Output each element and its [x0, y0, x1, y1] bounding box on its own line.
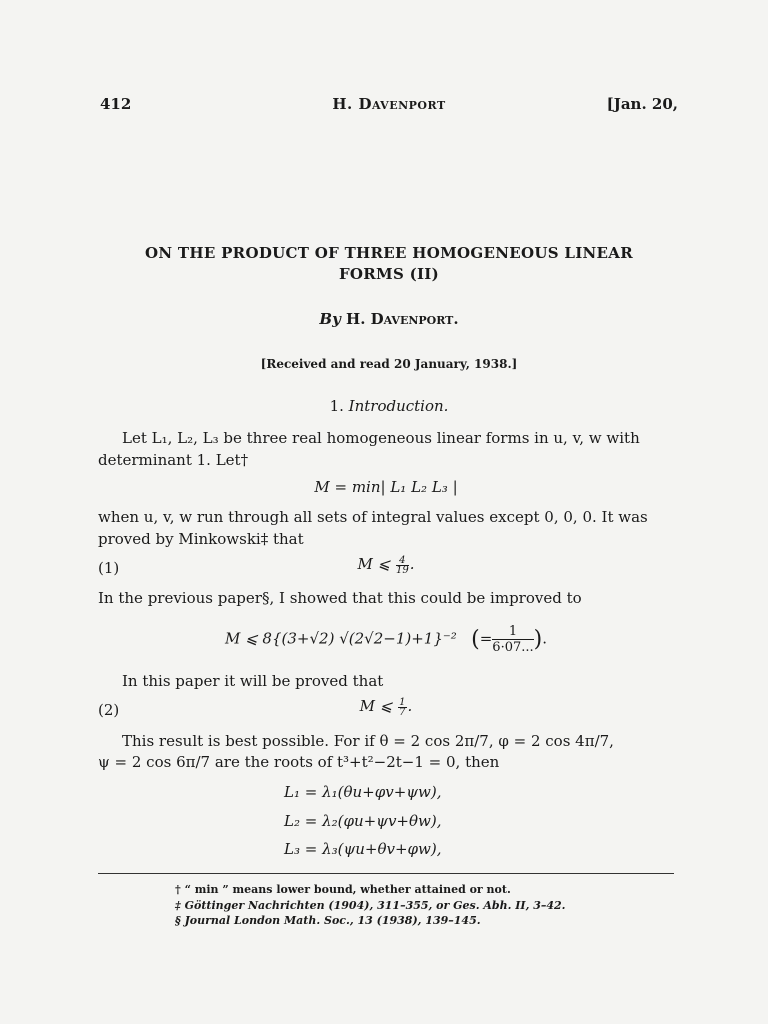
section-title: Introduction. [348, 397, 449, 415]
byline-by: By [319, 310, 341, 328]
byline-author: H. Davenport. [346, 310, 459, 328]
equation-1-lhs: M ⩽ [357, 555, 391, 573]
title-line-1: ON THE PRODUCT OF THREE HOMOGENEOUS LINEAR [145, 244, 633, 262]
page-number: 412 [100, 95, 132, 113]
equation-improved-fraction [492, 624, 533, 655]
equation-2-fraction [398, 698, 406, 717]
paragraph-2-line-1: when u, v, w run through all sets of integral values except 0, 0, 0. It was [98, 508, 648, 526]
equation-2-label: (2) [98, 701, 120, 719]
equation-2-numerator: 1 [399, 696, 406, 708]
equation-1-numerator: 4 [396, 556, 409, 566]
footnote-1: † “ min ” means lower bound, whether attained or not. [175, 883, 511, 896]
paragraph-2-line-2: proved by Minkowski‡ that [98, 530, 304, 548]
footnote-divider [98, 873, 674, 874]
section-heading [100, 397, 678, 415]
equation-2: M ⩽ $\frac{1}{7}$ . [359, 696, 413, 718]
equation-2-denominator: 7 [399, 706, 406, 718]
equation-1-fraction [396, 556, 409, 575]
equation-min: M = min| L₁ L₂ L₃ | [314, 478, 458, 496]
equation-1: M ⩽ $\frac{4}{19}$ . [357, 554, 415, 576]
section-number: 1. [329, 397, 344, 415]
equation-L2: L₂ = λ₂(φu+ψv+θw), [284, 812, 442, 830]
received-note: [Received and read 20 January, 1938.] [260, 357, 518, 371]
equation-improved-denominator: 6·07... [492, 640, 534, 655]
equation-2-lhs: M ⩽ [359, 697, 393, 715]
paragraph-4: In this paper it will be proved that [122, 672, 384, 690]
title-line-2: FORMS (II) [338, 265, 440, 283]
byline [100, 310, 678, 328]
equation-1-label: (1) [98, 559, 120, 577]
header-date: [Jan. 20, [606, 95, 678, 113]
paper-title [100, 243, 678, 285]
paragraph-5-line-2: ψ = 2 cos 6π/7 are the roots of t³+t²−2t−1 = 0, then [98, 753, 500, 771]
equation-improved: M ⩽ 8{(3+√2) √(2√2−1)+1}⁻² (= $\frac{1}{6\cdot 07...}$ ). [224, 624, 548, 655]
equation-L1: L₁ = λ₁(θu+φv+ψw), [284, 783, 442, 801]
paragraph-3: In the previous paper§, I showed that this could be improved to [98, 589, 582, 607]
paragraph-5-line-1: This result is best possible. For if θ = 2 cos 2π/7, φ = 2 cos 4π/7, [122, 732, 614, 750]
header-author: H. Davenport [332, 95, 446, 113]
paragraph-1-line-2: determinant 1. Let† [98, 451, 249, 469]
footnote-2: ‡ Göttinger Nachrichten (1904), 311–355, or Ges. Abh. II, 3–42. [175, 899, 566, 912]
paragraph-1-line-1: Let L₁, L₂, L₃ be three real homogeneous linear forms in u, v, w with [122, 429, 640, 447]
equation-L3: L₃ = λ₃(ψu+θv+φw), [284, 840, 442, 858]
running-header [100, 95, 678, 117]
footnote-3: § Journal London Math. Soc., 13 (1938), 139–145. [175, 914, 481, 927]
equation-1-denominator: 19 [395, 564, 409, 576]
equation-improved-lhs: M ⩽ 8{(3+√2) √(2√2−1)+1}⁻² [224, 629, 457, 648]
equation-improved-numerator: 1 [492, 624, 533, 640]
